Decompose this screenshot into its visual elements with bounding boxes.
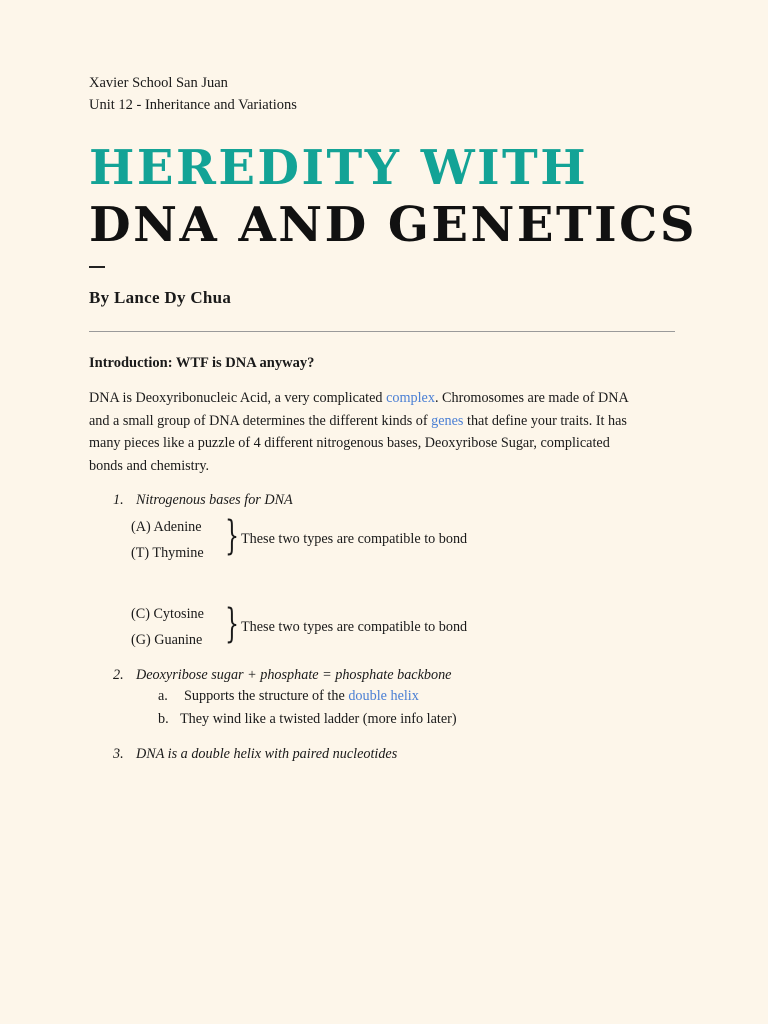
genes-link[interactable]: genes [431, 412, 464, 429]
intro-text: many pieces like a puzzle of 4 different nitrogenous bases, Deoxyribose Sugar, complicated [89, 435, 610, 451]
list-item-2-text: Deoxyribose sugar + phosphate = phosphate backbone [136, 667, 452, 683]
title-dash [89, 266, 105, 268]
brace-icon: } [225, 513, 239, 559]
intro-heading: Introduction: WTF is DNA anyway? [89, 355, 315, 371]
list-item-1-text: Nitrogenous bases for DNA [136, 492, 293, 508]
base-thymine: (T) Thymine [131, 545, 204, 561]
sub-item-a-text: Supports the structure of the [184, 688, 349, 704]
list-number-1: 1. [113, 492, 124, 508]
title-line-1: HEREDITY WITH [89, 140, 589, 196]
sub-marker-b: b. [158, 711, 169, 727]
sub-item-a [184, 686, 419, 706]
pair-note-cg: These two types are compatible to bond [241, 619, 468, 635]
base-adenine: (A) Adenine [131, 519, 202, 535]
list-number-2: 2. [113, 667, 124, 683]
base-guanine: (G) Guanine [131, 632, 203, 648]
horizontal-rule [89, 331, 675, 332]
list-number-3: 3. [113, 746, 124, 762]
pair-note-at: These two types are compatible to bond [241, 531, 468, 547]
school-name: Xavier School San Juan [89, 75, 228, 91]
title-line-2: DNA AND GENETICS [89, 197, 697, 253]
brace-icon: } [225, 601, 239, 647]
list-item-3-text: DNA is a double helix with paired nucleotides [136, 746, 398, 762]
double-helix-link[interactable]: double helix [348, 688, 419, 704]
author-byline: By Lance Dy Chua [89, 288, 232, 307]
unit-label: Unit 12 - Inheritance and Variations [89, 97, 297, 113]
intro-text: bonds and chemistry. [89, 457, 210, 474]
intro-text: and a small group of DNA determines the different kinds of [89, 412, 432, 429]
sub-marker-a: a. [158, 688, 168, 704]
intro-text: . Chromosomes are made of DNA [434, 390, 629, 406]
sub-item-b: They wind like a twisted ladder (more info later) [180, 711, 457, 727]
complex-link[interactable]: complex [386, 390, 435, 406]
intro-text: DNA is Deoxyribonucleic Acid, a very complicated [89, 390, 387, 406]
intro-paragraph [89, 387, 679, 477]
base-cytosine: (C) Cytosine [131, 606, 204, 622]
intro-text: that define your traits. It has [463, 412, 627, 429]
